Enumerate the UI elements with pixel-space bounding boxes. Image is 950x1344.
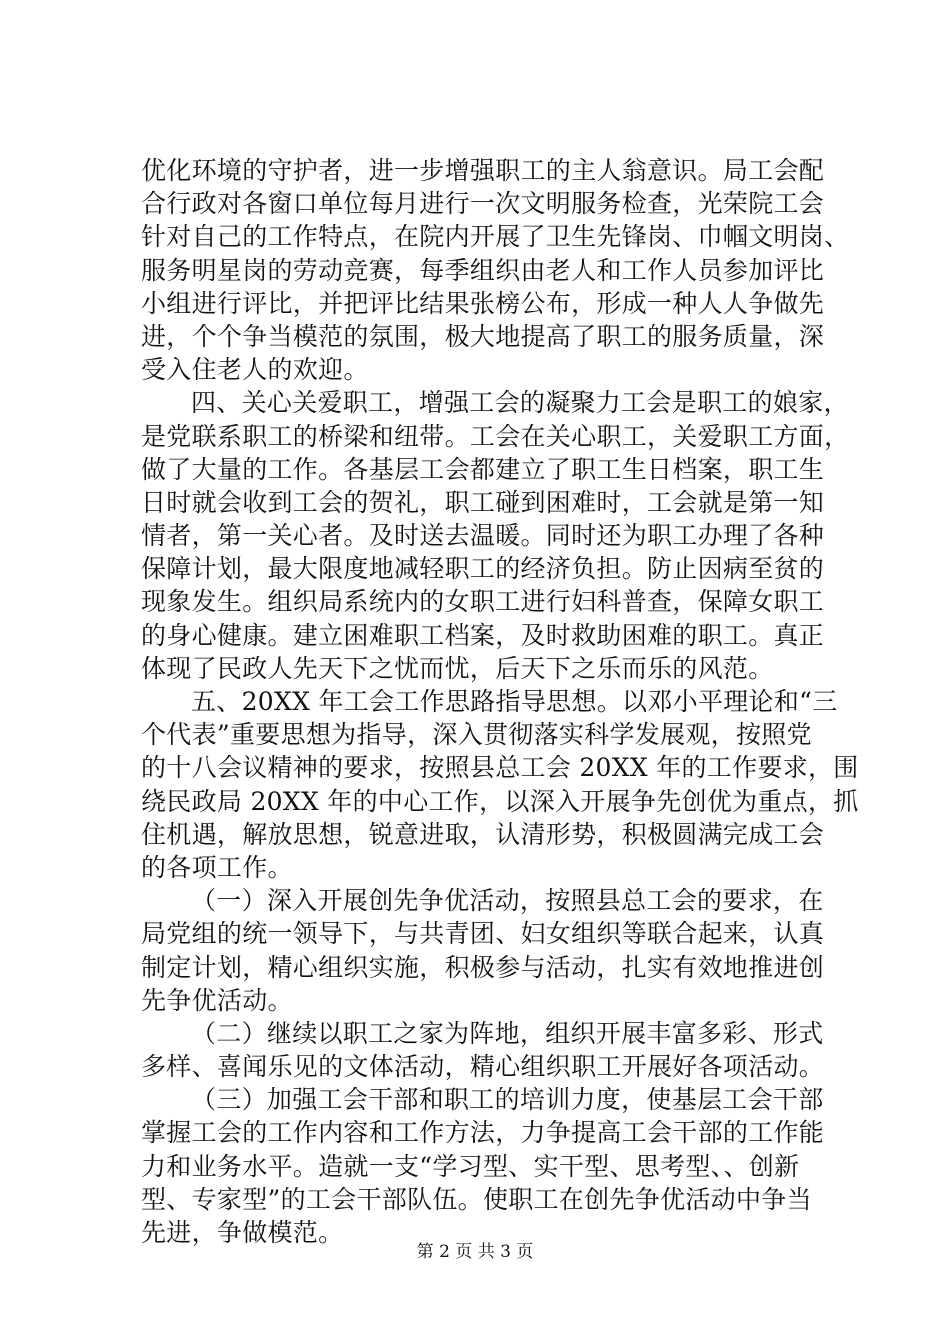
text-line: 局党组的统一领导下，与共青团、妇女组织等联合起来，认真: [141, 919, 825, 949]
text-line: 小组进行评比，并把评比结果张榜公布，形成一种人人争做先: [141, 288, 825, 318]
subsection-line: （一）深入开展创先争优活动，按照县总工会的要求，在: [191, 886, 824, 916]
text-line: 针对自己的工作特点，在院内开展了卫生先锋岗、巾帼文明岗、: [141, 222, 850, 252]
document-body: [141, 154, 859, 1249]
text-line: 体现了民政人先天下之忧而忧，后天下之乐而乐的风范。: [141, 653, 774, 683]
text-line: 保障计划，最大限度地减轻职工的经济负担。防止因病至贫的: [141, 554, 825, 584]
page-number: 第 2 页 共 3 页: [416, 1242, 534, 1262]
text-line: 先争优活动。: [141, 985, 293, 1015]
text-line: 多样、喜闻乐见的文体活动，精心组织职工开展好各项活动。: [141, 1052, 825, 1082]
text-line: 个代表”重要思想为指导，深入贯彻落实科学发展观，按照党: [141, 720, 812, 750]
text-line: 的十八会议精神的要求，按照县总工会 20XX 年的工作要求，围: [141, 753, 859, 783]
text-line: 的身心健康。建立困难职工档案，及时救助困难的职工。真正: [141, 620, 825, 650]
section-heading-line: 五、20XX 年工会工作思路指导思想。以邓小平理论和“三: [191, 687, 838, 716]
section-heading-line: 四、关心关爱职工，增强工会的凝聚力工会是职工的娘家，: [191, 388, 849, 418]
text-line: 现象发生。组织局系统内的女职工进行妇科普查，保障女职工: [141, 587, 825, 617]
text-line: 制定计划，精心组织实施，积极参与活动，扎实有效地推进创: [141, 952, 825, 982]
text-line: 掌握工会的工作内容和工作方法，力争提高工会干部的工作能: [141, 1118, 825, 1148]
subsection-line: （三）加强工会干部和职工的培训力度，使基层工会干部: [191, 1085, 824, 1115]
text-line: 先进，争做模范。: [141, 1218, 344, 1247]
text-line: 型、专家型”的工会干部队伍。使职工在创先争优活动中争当: [141, 1184, 812, 1214]
text-line: 绕民政局 20XX 年的中心工作，以深入开展争先创优为重点，抓: [141, 786, 859, 816]
text-line: 进，个个争当模范的氛围，极大地提高了职工的服务质量，深: [141, 321, 825, 351]
page-footer: [0, 1241, 950, 1263]
text-line: 住机遇，解放思想，锐意进取，认清形势，积极圆满完成工会: [141, 819, 825, 849]
text-line: 情者，第一关心者。及时送去温暖。同时还为职工办理了各种: [141, 521, 825, 551]
text-line: 服务明星岗的劳动竞赛，每季组织由老人和工作人员参加评比: [141, 255, 825, 285]
text-line: 的各项工作。: [141, 852, 293, 882]
text-line: 优化环境的守护者，进一步增强职工的主人翁意识。局工会配: [141, 156, 825, 185]
text-line: 做了大量的工作。各基层工会都建立了职工生日档案，职工生: [141, 454, 825, 484]
subsection-line: （二）继续以职工之家为阵地，组织开展丰富多彩、形式: [191, 1018, 824, 1048]
text-line: 日时就会收到工会的贺礼，职工碰到困难时，工会就是第一知: [141, 487, 825, 517]
text-line: 是党联系职工的桥梁和纽带。工会在关心职工，关爱职工方面，: [141, 421, 850, 451]
text-line: 力和业务水平。造就一支“学习型、实干型、思考型、、创新: [141, 1151, 800, 1181]
text-line: 受入住老人的欢迎。: [141, 355, 369, 385]
text-line: 合行政对各窗口单位每月进行一次文明服务检查，光荣院工会: [141, 189, 825, 219]
